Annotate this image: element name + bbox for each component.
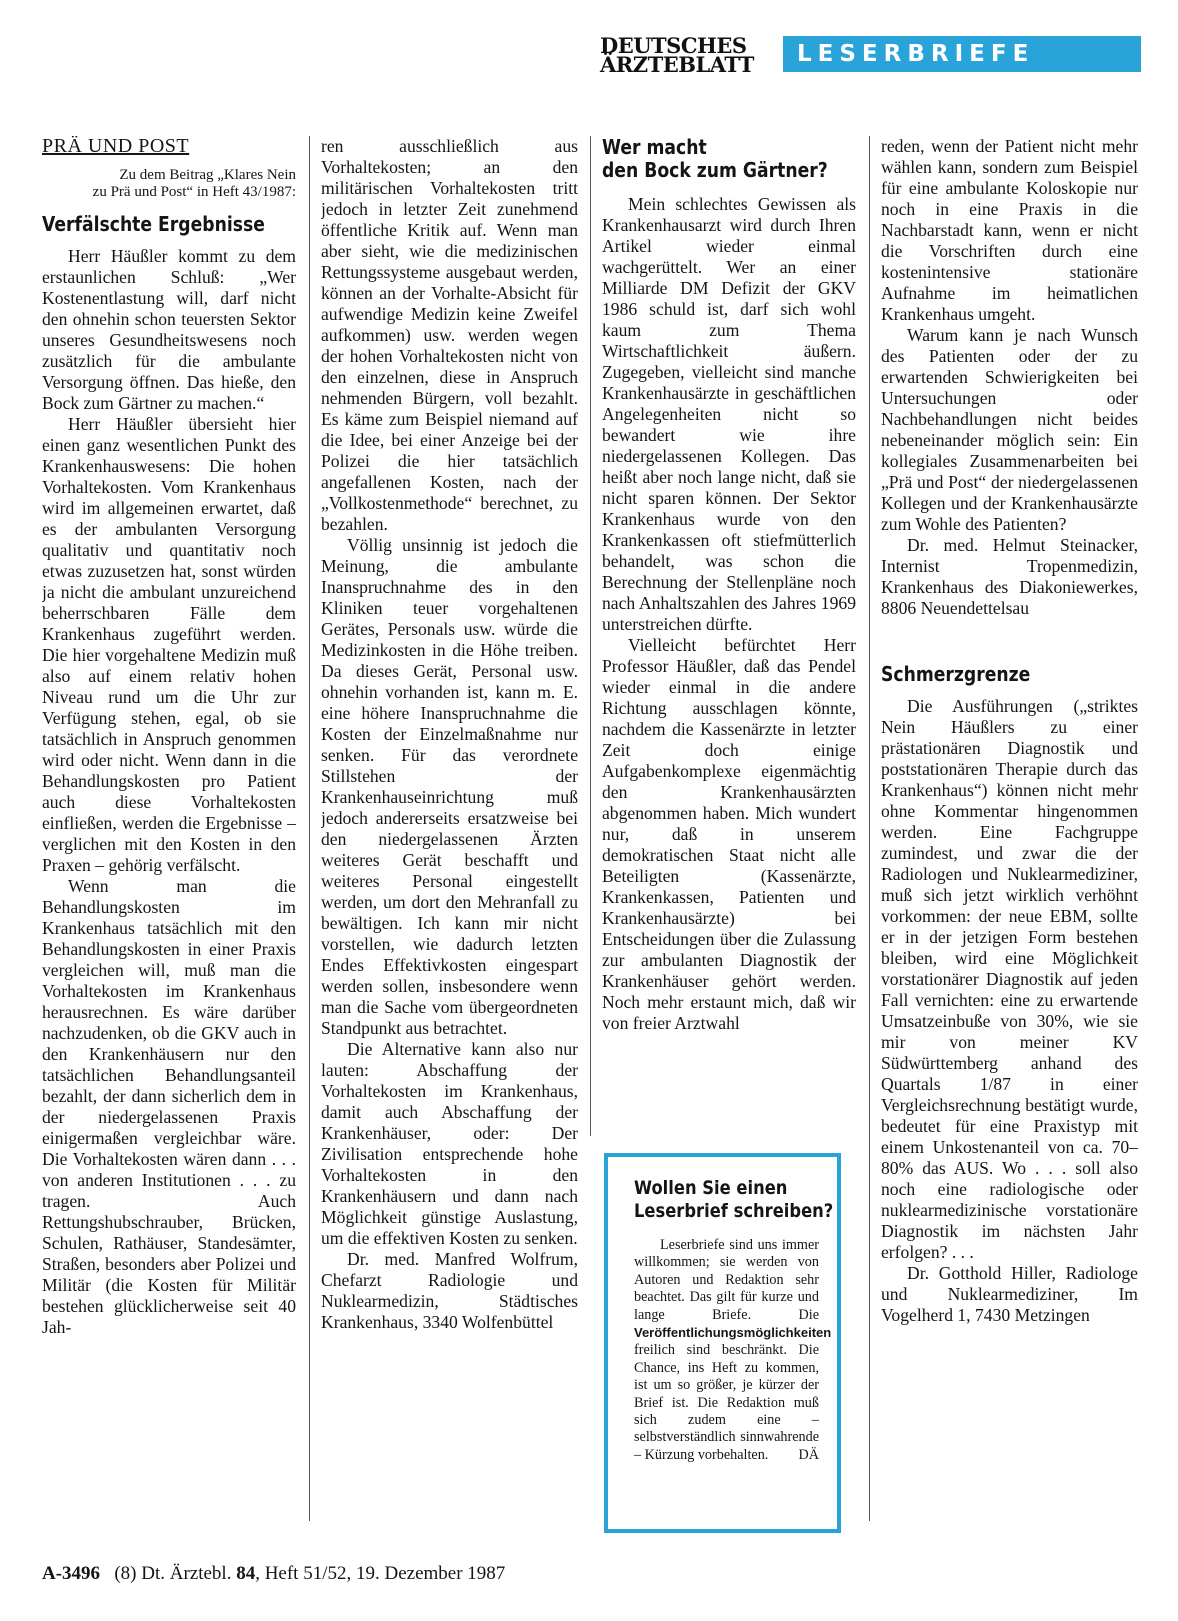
column-4 — [881, 136, 1138, 1326]
column-rule-2 — [590, 136, 591, 1136]
journal-logo — [600, 33, 770, 77]
paragraph: Warum kann je nach Wunsch des Patienten oder der zu erwartenden Schwierigkeiten bei Untersuchungen oder Nachbehandlungen nicht beides nebeneinander möglich sein: Ein kollegiales Zusammenarbeiten bei „Prä und Post“ der niedergelassenen Kollegen und der Krankenhausärzte zum Wohle des Patienten? — [881, 325, 1138, 534]
author-signature: Dr. med. Helmut Steinacker, Internist Tropenmedizin, Krankenhaus des Diakoniewerkes, 8806 Neuendettelsau — [881, 535, 1138, 618]
letter-invitation-box — [604, 1153, 841, 1533]
box-text — [634, 1237, 832, 1464]
column-1 — [42, 136, 296, 1338]
footer-issue-date: , Heft 51/52, 19. Dezember 1987 — [255, 1563, 506, 1584]
reference-line-1: Zu dem Beitrag „Klares Nein — [119, 167, 296, 183]
box-text-part-1: Leserbriefe sind uns immer willkommen; sie werden von Autoren und Redaktion sehr beachtet. Das gilt für kurze und lange Briefe. Die — [634, 1237, 819, 1323]
paragraph: ren ausschließlich aus Vorhaltekosten; an den militärischen Vorhaltekosten tritt jedoch in letzter Zeit zunehmend öffentliche Kritik auf. Wenn man aber sieht, wie die medizinischen Rettungssysteme ausgebaut werden, können an der Vorhalte-Absicht für aufwendige Medizin keine Zweifel aufkommen) usw. werden wegen der hohen Vorhaltekosten nicht von den einzelnen, diese in Anspruch nehmenden Bürgern, voll bezahlt. Es käme zum Beispiel niemand auf die Idee, bei einer Anzeige bei der Polizei die hier tatsächlich angefallenen Kosten, nach der „Vollkostenmethode“ berechnet, zu bezahlen. — [321, 136, 578, 534]
paragraph: Herr Häußler übersieht hier einen ganz wesentlichen Punkt des Krankenhauswesens: Die hohen Vorhaltekosten. Vom Krankenhaus wird im allgemeinen erwartet, daß es der ambulanten Versorgung qualitativ und quantitativ noch etwas zuzusetzen hat, sonst würden ja nicht die ambulant unzureichend beherrschbaren Fälle dem Krankenhaus zugeführt werden. Die hier vorgehaltene Medizin muß also auf einem relativ hohen Niveau rund um die Uhr zur Verfügung stehen, egal, ob sie tatsächlich in Anspruch genommen wird oder nicht. Wenn dann in die Behandlungskosten pro Patient auch diese Vorhaltekosten einfließen, werden die Ergebnisse – verglichen mit den Kosten in den Praxen – gehörig verfälscht. — [42, 414, 296, 875]
letter-headline: Schmerzgrenze — [881, 662, 1031, 686]
box-text-bold: Veröffentlichungsmöglichkeiten — [634, 1325, 832, 1341]
reference-note — [42, 167, 296, 201]
author-signature: Dr. Gotthold Hiller, Radiologe und Nuklearmediziner, Im Vogelherd 1, 7430 Metzingen — [881, 1263, 1138, 1325]
box-text-part-2: freilich sind beschränkt. Die Chance, ins Heft zu kommen, ist um so größer, je kürzer der Brief ist. Die Redaktion muß sich zudem eine – selbstverständlich sinnwahrende – Kürzung vorbehalten. — [634, 1342, 819, 1463]
paragraph: Völlig unsinnig ist jedoch die Meinung, die ambulante Inanspruchnahme des in den Kliniken teuer vorgehaltenen Gerätes, Personals usw. würde die Medizinkosten in die Höhe treiben. Da dieses Gerät, Personal usw. ohnehin vorhanden ist, kann m. E. eine höhere Inanspruchnahme die Kosten der Einzelmaßnahme nur senken. Für das verordnete Stillstehen der Krankenhauseinrichtung muß jedoch andererseits ersatzweise bei den niedergelassenen Ärzten weiteres Gerät beschafft und weiteres Personal eingestellt werden, um dort den Mehranfall zu bewältigen. Ich kann mir nicht vorstellen, wie dadurch letzten Endes Effektivkosten eingespart werden sollen, insbesondere wenn man die Sache vom übergeordneten Standpunkt aus betrachtet. — [321, 535, 578, 1038]
paragraph: reden, wenn der Patient nicht mehr wählen kann, sondern zum Beispiel für eine ambulante Koloskopie nur noch in eine Praxis in die Nachbarstadt kann, wenn er nicht die Vorschriften durch eine kostenintensive stationäre Aufnahme im heimatlichen Krankenhaus umgeht. — [881, 136, 1138, 324]
letter-headline: Verfälschte Ergebnisse — [42, 212, 265, 236]
section-banner: LESERBRIEFE — [783, 36, 1141, 72]
headline-line-1: Wer macht — [602, 136, 707, 159]
reference-line-2: zu Prä und Post“ in Heft 43/1987: — [92, 184, 296, 200]
column-3 — [602, 136, 856, 1034]
page-code: A-3496 — [42, 1563, 101, 1584]
section-title: PRÄ UND POST — [42, 136, 190, 157]
box-title-line-2: Leserbrief schreiben? — [634, 1200, 834, 1222]
paragraph: Vielleicht befürchtet Herr Professor Häußler, daß das Pendel wieder einmal in die andere Richtung ausschlagen könnte, nachdem die Kassenärzte in letzter Zeit doch einige Aufgabenkomplexe eigenmächtig den Krankenhausärzten abgenommen haben. Mich wundert nur, daß in unserem demokratischen Staat nicht alle Beteiligten (Kassenärzte, Krankenkassen, Patienten und Krankenhausärzte) bei Entscheidungen über die Zulassung zur ambulanten Diagnostik der Krankenhäuser gehört werden. Noch mehr erstaunt mich, daß wir von freier Arztwahl — [602, 635, 856, 1033]
column-2 — [321, 136, 578, 1333]
logo-line-2: ÄRZTEBLATT — [600, 52, 754, 77]
volume-number: 84 — [236, 1563, 256, 1584]
paragraph: Herr Häußler kommt zu dem erstaunlichen Schluß: „Wer Kostenentlastung will, darf nicht den ohnehin schon teuersten Sektor unseres Gesundheitswesens noch zusätzlich für die ambulante Versorgung öffnen. Das hieße, den Bock zum Gärtner zu machen.“ — [42, 246, 296, 413]
page-footer — [42, 1563, 505, 1585]
box-title-line-1: Wollen Sie einen — [634, 1177, 788, 1199]
footer-citation: (8) Dt. Ärztebl. — [114, 1563, 232, 1584]
author-signature: Dr. med. Manfred Wolfrum, Chefarzt Radiologie und Nuklearmedizin, Städtisches Krankenhaus, 3340 Wolfenbüttel — [321, 1249, 578, 1332]
logo-line-1: DEUTSCHES — [600, 33, 747, 58]
paragraph: Mein schlechtes Gewissen als Krankenhausarzt wird durch Ihren Artikel wieder einmal wachgerüttelt. Wer an einer Milliarde DM Defizit der GKV 1986 schuld ist, darf sich wohl kaum zum Thema Wirtschaftlichkeit äußern. Zugegeben, vielleicht sind manche Krankenhausärzte in geschäftlichen Angelegenheiten nicht so bewandert wie ihre niedergelassenen Kollegen. Das heißt aber noch lange nicht, daß sie nicht sparen können. Der Sektor Krankenhaus wurde von den Krankenkassen oft stiefmütterlich behandelt, was schon die Berechnung der Stellenpläne noch nach Anhaltszahlen des Jahres 1969 unterstreichen dürfte. — [602, 194, 856, 634]
paragraph: Die Alternative kann also nur lauten: Abschaffung der Vorhaltekosten im Krankenhaus, damit auch Abschaffung der Krankenhäuser, oder: Der Zivilisation entsprechende hohe Vorhaltekosten in den Krankenhäusern und dann nach Möglichkeit günstige Auslastung, um die effektiven Kosten zu senken. — [321, 1039, 578, 1248]
paragraph: Die Ausführungen („striktes Nein Häußlers zu einer prästationären Diagnostik und poststationären Therapie durch das Krankenhaus“) können nicht mehr ohne Kommentar hingenommen werden. Eine Fachgruppe zumindest, und zwar die der Radiologen und Nuklearmediziner, muß sich jetzt wirklich verhöhnt vorkommen: der neue EBM, sollte er in der jetzigen Form bestehen bleiben, wird eine Möglichkeit vorstationärer Diagnostik auf jeden Fall vernichten: eine zu erwartende Umsatzeinbuße von 30%, wie sie mir von meiner KV Südwürttemberg anhand des Quartals 1/87 in einer Vergleichsrechnung bestätigt wurde, bedeutet für eine Praxistyp mit einem Unkostenanteil von ca. 70–80% das AUS. Wo . . . soll also noch eine radiologische oder nuklearmedizinische vorstationäre Diagnostik im nächsten Jahr erfolgen? . . . — [881, 696, 1138, 1262]
box-signature: DÄ — [798, 1446, 819, 1463]
letter-headline — [602, 136, 856, 182]
column-rule-1 — [309, 136, 310, 1521]
headline-line-2: den Bock zum Gärtner? — [602, 158, 828, 182]
paragraph: Wenn man die Behandlungskosten im Krankenhaus tatsächlich mit den Behandlungskosten in einer Praxis vergleichen will, muß man die Vorhaltekosten im Krankenhaus herausrechnen. Es wäre darüber nachzudenken, ob die GKV auch in den Krankenhäusern nur den tatsächlichen Behandlungsanteil bezahlt, der dann sicherlich dem in der niedergelassenen Praxis einigermaßen vergleichbar wäre. Die Vorhaltekosten wären dann . . . von anderen Institutionen . . . zu tragen. Auch Rettungshubschrauber, Brücken, Schulen, Rathäuser, Standesämter, Straßen, besonders aber Polizei und Militär (die Kosten für Militär bestehen glücklicherweise seit 40 Jah- — [42, 876, 296, 1337]
box-title — [634, 1177, 834, 1223]
column-rule-3 — [869, 136, 870, 1521]
